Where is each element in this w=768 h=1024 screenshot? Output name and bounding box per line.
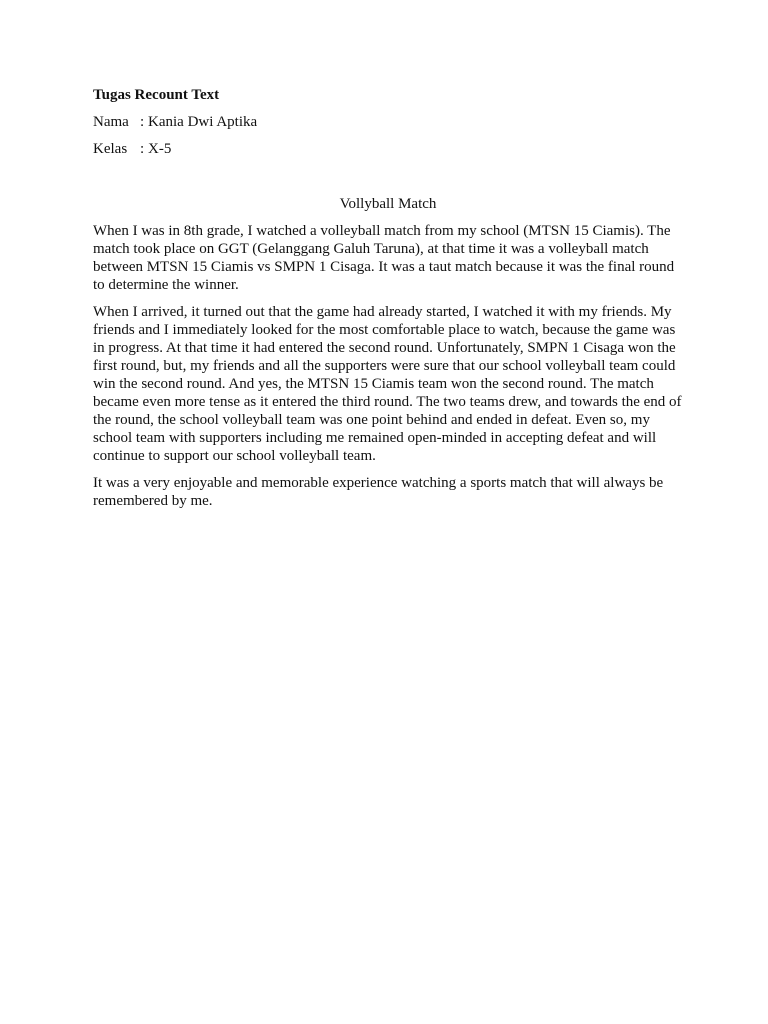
field-row-nama (93, 113, 683, 131)
paragraph-1: When I was in 8th grade, I watched a volleyball match from my school (MTSN 15 Ciamis). The match took place on GGT (Gelanggang Galuh Taruna), at that time it was a volleyball match between MTSN 15 Ciamis vs SMPN 1 Cisaga. It was a taut match because it was the final round to determine the winner. (93, 223, 675, 293)
field-separator: : (140, 141, 145, 157)
document-page (93, 86, 683, 519)
document-title: Vollyball Match (339, 196, 437, 212)
field-value: X-5 (148, 141, 172, 157)
field-label: Kelas (93, 141, 128, 157)
document-heading: Tugas Recount Text (93, 87, 220, 103)
field-separator: : (140, 114, 145, 130)
field-label: Nama (93, 114, 129, 130)
paragraph-3: It was a very enjoyable and memorable experience watching a sports match that will always be remembered by me. (93, 475, 664, 509)
field-row-kelas (93, 140, 683, 158)
field-value: Kania Dwi Aptika (148, 114, 258, 130)
paragraph-2: When I arrived, it turned out that the game had already started, I watched it with my friends. My friends and I immediately looked for the most comfortable place to watch, because the game was in progress. At that time it had entered the second round. Unfortunately, SMPN 1 Cisaga won the first round, but, my friends and all the supporters were sure that our school volleyball team could win the second round. And yes, the MTSN 15 Ciamis team won the second round. The match became even more tense as it entered the third round. The two teams drew, and towards the end of the round, the school volleyball team was one point behind and ended in defeat. Even so, my school team with supporters including me remained open-minded in accepting defeat and will continue to support our school volleyball team. (93, 304, 682, 464)
